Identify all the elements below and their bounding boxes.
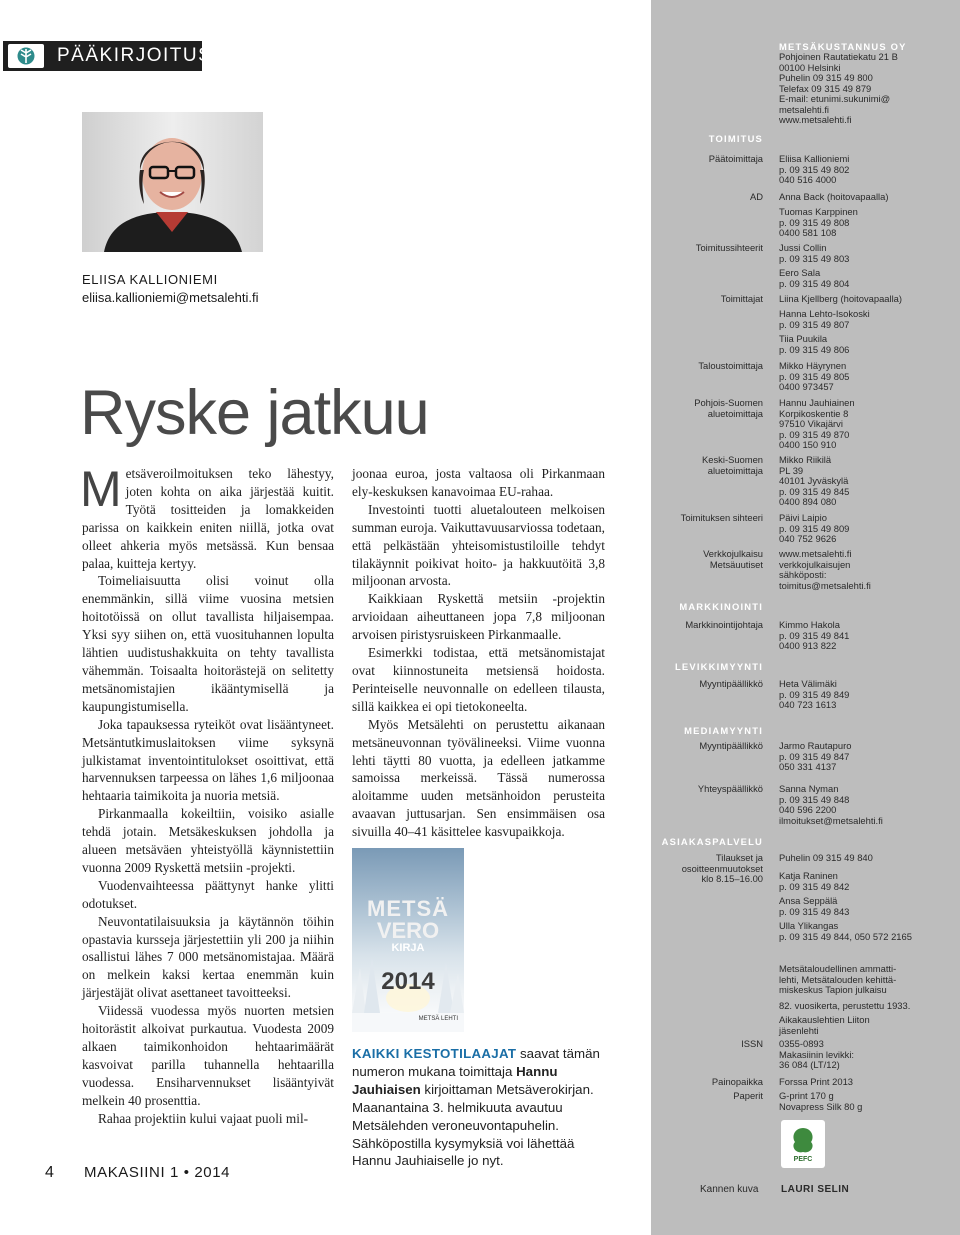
colophon-value-line: p. 09 315 49 807: [779, 318, 850, 330]
colophon-value-line: Sanna Nyman: [779, 783, 839, 794]
colophon-label-line: Painopaikka: [711, 1076, 763, 1087]
section-heading-toimitus: TOIMITUS: [708, 133, 763, 144]
page-number: 4: [45, 1164, 54, 1181]
colophon-value-line: 97510 Vikajärvi: [779, 418, 843, 429]
colophon-value-line: Makasiinin levikki:: [779, 1048, 855, 1060]
section-label: PÄÄKIRJOITUS: [57, 45, 213, 66]
publisher-info: [779, 52, 949, 126]
colophon-value: [779, 309, 949, 330]
metsalehti-logo-icon: [8, 44, 44, 68]
cover-year: 2014: [381, 968, 435, 995]
cover-credit-label: Kannen kuva: [700, 1184, 759, 1195]
publisher-line: E-mail: etunimi.sukunimi@: [779, 93, 891, 104]
colophon-label: [653, 154, 763, 165]
colophon-value-line: p. 09 315 49 842: [779, 880, 850, 892]
colophon-label-line: osoitteenmuutokset: [681, 862, 763, 874]
section-heading-markkinointi: MARKKINOINTI: [679, 601, 763, 612]
colophon-label-line: Taloustoimittaja: [698, 360, 763, 371]
pefc-logo: [781, 1120, 825, 1168]
colophon-value: [779, 741, 949, 773]
colophon-value-line: Hannu Jauhiainen: [779, 397, 855, 408]
colophon-label: [653, 398, 763, 419]
pefc-label: PEFC: [793, 1156, 813, 1163]
colophon-value-line: Eero Sala: [779, 267, 821, 278]
paragraph: [80, 461, 334, 572]
paragraph: Esimerkki todistaa, että metsänomistajat ovat kiinnostuneita metsiensä hoidosta. Perinteiselle neuvonnalle on edelleen tilausta, sillä kaikkea ei opi tietokoneelta.: [352, 645, 605, 714]
colophon-value-line: p. 09 315 49 802: [779, 163, 850, 175]
colophon-value-line: Eliisa Kallioniemi: [779, 153, 850, 164]
colophon-label: [653, 679, 763, 690]
colophon-label-line: Tilaukset ja: [715, 852, 763, 863]
colophon-value-line: Korpikoskentie 8: [779, 407, 849, 419]
colophon-label-line: klo 8.15–16.00: [701, 873, 763, 884]
colophon-value-line: p. 09 315 49 848: [779, 793, 850, 805]
author-portrait: [82, 112, 263, 252]
colophon-value: [779, 207, 949, 239]
colophon-value-line: 050 331 4137: [779, 761, 837, 772]
colophon-label: [653, 455, 763, 476]
colophon-label-line: Paperit: [733, 1090, 763, 1101]
colophon-value-line: Ansa Seppälä: [779, 895, 838, 906]
colophon-value-line: miskeskus Tapion julkaisu: [779, 984, 887, 995]
publisher-line: Puhelin 09 315 49 800: [779, 72, 873, 83]
book-caption: [352, 1045, 607, 1170]
colophon-value: [779, 1077, 949, 1088]
publisher-line: metsalehti.fi: [779, 103, 830, 115]
colophon-value-line: 040 596 2200: [779, 804, 837, 815]
paragraph: Investointi tuotti aluetalouteen melkoisen summan euroja. Vaikuttavuusarviossa todetaan, että pelkästään yhteisomistustiloille tehdyt tilakäynnit poikivat hoito- ja hakkuutöitä 3,8 miljoonan arvosta.: [352, 501, 605, 589]
colophon-value-line: 36 084 (LT/12): [779, 1059, 840, 1070]
colophon-value: [779, 361, 949, 393]
colophon-value-line: Mikko Riikilä: [779, 454, 832, 465]
colophon-value-line: p. 09 315 49 805: [779, 370, 850, 382]
colophon-value-line: Forssa Print 2013: [779, 1076, 853, 1087]
publisher-line: Pohjoinen Rautatiekatu 21 B: [779, 51, 898, 62]
colophon-label: [653, 192, 763, 203]
colophon-value: [779, 679, 949, 711]
section-heading-asiakaspalvelu: ASIAKASPALVELU: [661, 836, 763, 847]
colophon-label-line: Metsäuutiset: [709, 558, 763, 570]
book-cover-image: [352, 848, 464, 1032]
colophon-label: [653, 620, 763, 631]
dropcap: M: [80, 461, 122, 517]
colophon-value-line: Kimmo Hakola: [779, 619, 840, 630]
colophon-label: [653, 294, 763, 305]
publisher-website[interactable]: www.metsalehti.fi: [779, 114, 852, 125]
colophon-label: [653, 513, 763, 524]
colophon-value-line: Päivi Laipio: [779, 512, 827, 523]
colophon-label-line: AD: [749, 191, 763, 202]
colophon-value: [779, 294, 949, 305]
colophon-label: [653, 853, 763, 885]
section-heading-levikkimyynti: LEVIKKIMYYNTI: [675, 661, 763, 672]
paragraph: Myös Metsälehti on perustettu aikanaan metsäneuvonnan työvälineeksi. Viime vuonna lehti täytti 80 vuotta, ja edelleen jatkamme samoissa merkeissä. Tässä numerossa aloitamme uuden metsänhoidon perusteita avaavan juttusarjan. Sen ensimmäisen osa sivuilla 40–41 käsittelee kasvupaikkoja.: [352, 716, 605, 840]
colophon-value: [779, 784, 949, 826]
colophon-value-line: Aikakauslehtien Liiton: [779, 1014, 870, 1025]
colophon-value-line: Ulla Ylikangas: [779, 920, 839, 931]
colophon-value-line: 040 752 9626: [779, 533, 837, 544]
colophon-value-line: Jussi Collin: [779, 242, 827, 253]
publication-issue: MAKASIINI 1 • 2014: [84, 1164, 231, 1181]
cover-title-line-1: METSÄ: [367, 896, 449, 921]
colophon-value-line: p. 09 315 49 808: [779, 216, 850, 228]
colophon-value-line: p. 09 315 49 845: [779, 485, 850, 497]
colophon-value: [779, 243, 949, 264]
colophon-value-line: Puhelin 09 315 49 840: [779, 852, 873, 863]
colophon-label-line: Markkinointijohtaja: [685, 619, 763, 630]
colophon-value-line: Jarmo Rautapuro: [779, 740, 852, 751]
paragraph: Toimeliaisuutta olisi voinut olla enemmänkin, sillä viime vuosina metsien hoitotöissä on ollut tavallista hiljaisempaa. Yksi syy siihen on, että vuosituhannen lopulta lähtien uudistushakkuita on tehty tavallista vähemmän. Toisaalta hoitorästejä on selitetty metsänomistajien ikääntymisellä ja kaupungistumisella.: [82, 573, 334, 714]
colophon-value-line: 0400 581 108: [779, 227, 837, 238]
colophon-value-line: lehti, Metsätalouden kehittä-: [779, 973, 897, 985]
colophon-value-line: Katja Raninen: [779, 870, 838, 881]
colophon-label-line: aluetoimittaja: [707, 407, 763, 419]
colophon-value-line: 0400 973457: [779, 381, 834, 392]
colophon-value-line: Tiia Puukila: [779, 333, 828, 344]
colophon-value-line: p. 09 315 49 849: [779, 688, 850, 700]
colophon-value-line: 040 516 4000: [779, 174, 837, 185]
colophon-value-line: p. 09 315 49 806: [779, 343, 850, 355]
colophon-value: [779, 853, 949, 864]
colophon-label-line: Keski-Suomen: [702, 454, 763, 465]
colophon-value-line: PL 39: [779, 464, 804, 476]
caption-name: Hannu Jauhiaisen: [352, 1063, 558, 1097]
colophon-value: [779, 398, 949, 451]
colophon-label-line: Pohjois-Suomen: [694, 397, 763, 408]
colophon-label: [653, 1077, 763, 1088]
colophon-value-line: 0355-0893: [779, 1038, 824, 1049]
colophon-value-line: Liina Kjellberg (hoitovapaalla): [779, 293, 902, 304]
colophon-value-line: p. 09 315 49 804: [779, 277, 850, 289]
colophon-value-line: Anna Back (hoitovapaalla): [779, 191, 889, 202]
paragraph: Rahaa projektiin kului vajaat puoli mil-: [97, 1110, 309, 1126]
colophon-label-line: Verkkojulkaisu: [703, 548, 763, 559]
colophon-value-line: 82. vuosikerta, perustettu 1933.: [779, 1000, 911, 1011]
colophon-value: [779, 455, 949, 508]
colophon-value-line: Metsätaloudellinen ammatti-: [779, 963, 897, 974]
article-column-1: [80, 461, 334, 1155]
paragraph: joonaa euroa, josta valtaosa oli Pirkanmaan ely-keskuksen kanavoimaa EU-rahaa.: [352, 466, 605, 499]
cover-credit-name: LAURI SELIN: [781, 1184, 850, 1195]
colophon-label-line: aluetoimittaja: [707, 464, 763, 476]
paragraph: Viidessä vuodessa myös nuorten metsien hoitorästit alkoivat purkautua. Vuodesta 2009 alkaen taimikonhoidon hehtaarimäärät kasvoivat parilla tuhannella hehtaarilla vuodessa. Ensiharvennukset lisääntyivät melkein 40 prosenttia.: [82, 1003, 334, 1108]
colophon-value-line: 0400 894 080: [779, 496, 837, 507]
colophon-value: [779, 871, 949, 892]
colophon-label-line: Myyntipäällikkö: [699, 678, 763, 689]
colophon-label-line: Myyntipäällikkö: [699, 740, 763, 751]
author-email[interactable]: eliisa.kallioniemi@metsalehti.fi: [82, 290, 259, 305]
colophon-value: [779, 1001, 949, 1012]
colophon-value: [779, 334, 949, 355]
colophon-label-line: Yhteyspäällikkö: [697, 783, 763, 794]
colophon-value-line: Hanna Lehto-Isokoski: [779, 308, 870, 319]
colophon-value-line: Mikko Häyrynen: [779, 360, 847, 371]
colophon-value-line: p. 09 315 49 870: [779, 428, 850, 440]
colophon-value: [779, 192, 949, 203]
colophon-label: [653, 361, 763, 372]
colophon-value-line: 0400 150 910: [779, 439, 837, 450]
colophon-value: [779, 1091, 949, 1112]
colophon-value-line: p. 09 315 49 841: [779, 629, 850, 641]
colophon-value-line: p. 09 315 49 847: [779, 750, 850, 762]
colophon-value-line: jäsenlehti: [779, 1024, 819, 1036]
colophon-value-line: G-print 170 g: [779, 1090, 834, 1101]
colophon-label-line: Toimituksen sihteeri: [680, 512, 763, 523]
colophon-link[interactable]: toimitus@metsalehti.fi: [779, 579, 871, 591]
colophon-label-line: ISSN: [741, 1038, 763, 1049]
colophon-link[interactable]: ilmoitukset@metsalehti.fi: [779, 814, 883, 826]
publisher-heading: METSÄKUSTANNUS OY: [779, 41, 907, 52]
cover-publisher-logo: METSÄ LEHTI: [418, 1016, 458, 1022]
colophon-label: [653, 741, 763, 752]
colophon-value-line: p. 09 315 49 803: [779, 252, 850, 264]
colophon-value: [779, 964, 949, 996]
colophon-value: [779, 1015, 949, 1036]
colophon-value-line: 40101 Jyväskylä: [779, 475, 849, 486]
caption-lead: KAIKKI KESTOTILAAJAT: [352, 1046, 517, 1061]
colophon-value-line: sähköposti:: [779, 569, 827, 580]
colophon-label-line: Toimitussihteerit: [695, 242, 763, 253]
colophon-value-line: 040 723 1613: [779, 699, 837, 710]
colophon-value-line: p. 09 315 49 844, 050 572 2165: [779, 930, 912, 942]
colophon-label: [653, 1091, 763, 1102]
colophon-value: [779, 921, 949, 942]
publisher-line: Telefax 09 315 49 879: [779, 82, 872, 94]
colophon-label-line: Päätoimittaja: [708, 153, 763, 164]
publisher-line: 00100 Helsinki: [779, 61, 841, 73]
colophon-value-line: 0400 913 822: [779, 640, 837, 651]
caption-text: saavat tämän numeron mukana toimittaja: [352, 1046, 600, 1079]
colophon-label-line: Toimittajat: [720, 293, 763, 304]
paragraph: Joka tapauksessa ryteiköt ovat lisääntyneet. Metsäntutkimuslaitoksen viime syksynä julkistamat inventointitulokset osoittivat, että harvennuksen tarpeessa on lähes 1,6 miljoonaa hehtaaria taimikoita ja nuoria metsiä.: [82, 716, 334, 804]
colophon-label: [653, 784, 763, 795]
colophon-value: [779, 896, 949, 917]
colophon-value-line: Tuomas Karppinen: [779, 206, 858, 217]
section-header: [3, 41, 213, 71]
paragraph: Neuvontatilaisuuksia ja käytännön töihin opastavia kursseja järjestettiin yli 200 ja niihin osallistui lähes 7 000 metsänomistajaa. Määrä on melkein kaksi kertaa enemmän kuin järjestäjät olivat asettaneet tavoitteeksi.: [82, 913, 334, 1001]
colophon-value: [779, 1039, 949, 1071]
colophon-value: [779, 268, 949, 289]
colophon-link[interactable]: www.metsalehti.fi: [779, 548, 852, 559]
colophon-label: [653, 549, 763, 570]
colophon-value-line: Novapress Silk 80 g: [779, 1100, 863, 1112]
colophon-value: [779, 154, 949, 186]
cover-title-line-3: KIRJA: [391, 942, 425, 954]
colophon-value-line: p. 09 315 49 809: [779, 522, 850, 534]
paragraph: Pirkanmaalla kokeiltiin, voisiko asialle tehdä jotain. Metsäkeskuksen johdolla ja alueen metsäväen yhteistyöllä käynnistettiin vuonna 2009 Ryskettä metsiin -projekti.: [82, 806, 334, 875]
paragraph: Vuodenvaihteessa päättynyt hanke ylitti odotukset.: [82, 877, 334, 911]
section-heading-mediamyynti: MEDIAMYYNTI: [684, 725, 763, 736]
article-title: Ryske jatkuu: [80, 378, 429, 448]
colophon-value: [779, 620, 949, 652]
colophon-value: [779, 513, 949, 545]
author-name: ELIISA KALLIONIEMI: [82, 272, 218, 287]
colophon-value-line: Heta Välimäki: [779, 678, 837, 689]
colophon-value-line: verkkojulkaisujen: [779, 558, 851, 570]
colophon-label: [653, 243, 763, 254]
caption-text: kirjoittaman Metsäverokirjan. Maanantaina 3. helmikuuta avautuu Metsälehden veroneuvontapuhelin. Sähköpostilla kysymyksiä voi lähettää Hannu Jauhiaiselle jo nyt.: [352, 1081, 594, 1169]
colophon-value-line: p. 09 315 49 843: [779, 905, 850, 917]
paragraph: Kaikkiaan Ryskettä metsiin -projektin arvioidaan aiheuttaneen jopa 7,8 miljoonan arvoisen piristysruiskeen Pirkanmaalle.: [352, 591, 605, 643]
colophon-label: [653, 1039, 763, 1050]
cover-title-line-2: VERO: [376, 918, 440, 943]
colophon-value: [779, 549, 949, 591]
article-column-2: [352, 465, 605, 841]
paragraph-text: etsäveroilmoituksen teko lähestyy, joten kohta on aika järjestää kuitit. Työtä tositteiden ja lomakkeiden parissa on kaikkein eniten niillä, jotka ovat olleet ahkeria myös metsässä. Kun bensaa palaa, kuitteja kertyy.: [82, 466, 334, 571]
